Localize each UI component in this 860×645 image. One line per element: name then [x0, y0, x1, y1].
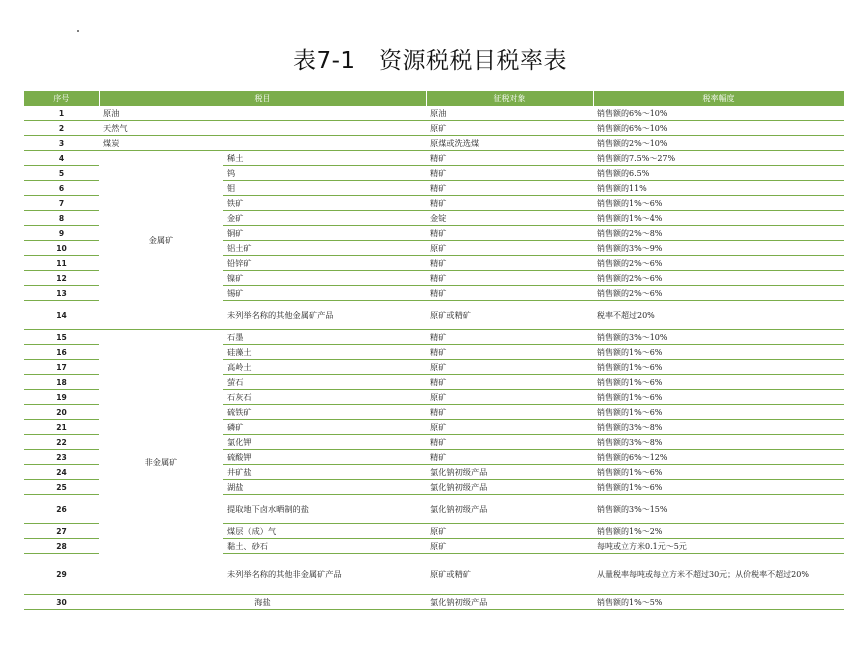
tax-rate: 销售额的1%～6%: [593, 480, 844, 495]
header-no: 序号: [24, 91, 99, 106]
tax-object: 原煤或洗选煤: [426, 136, 593, 151]
row-number: 3: [24, 136, 99, 151]
tax-object: 精矿: [426, 226, 593, 241]
row-number: 23: [24, 450, 99, 465]
table-row: [24, 121, 844, 136]
row-number: 4: [24, 151, 99, 166]
tax-object: 精矿: [426, 450, 593, 465]
tax-item: 海盐: [99, 595, 426, 610]
tax-rate: 销售额的1%～5%: [593, 595, 844, 610]
sub-item: 氯化钾: [223, 435, 426, 450]
tax-object: 原矿: [426, 360, 593, 375]
tax-rate: 销售额的2%～6%: [593, 286, 844, 301]
tax-rate: 销售额的6%～12%: [593, 450, 844, 465]
tax-object: 精矿: [426, 271, 593, 286]
header-object: 征税对象: [426, 91, 593, 106]
sub-item: 未列举名称的其他金属矿产品: [223, 301, 426, 330]
sub-item: 煤层（成）气: [223, 524, 426, 539]
page-title: 表7-1 资源税税目税率表: [292, 48, 568, 74]
table-header-row: [24, 91, 844, 106]
tax-object: 精矿: [426, 181, 593, 196]
table-body: [24, 106, 844, 610]
tax-rate: 销售额的2%～10%: [593, 136, 844, 151]
tax-item: 原油: [99, 106, 426, 121]
group-nonmetal: 非金属矿: [99, 330, 223, 595]
tax-rate: 销售额的1%～6%: [593, 465, 844, 480]
tax-object: 原矿: [426, 539, 593, 554]
sub-item: 铁矿: [223, 196, 426, 211]
table-row: [24, 595, 844, 610]
row-number: 21: [24, 420, 99, 435]
sub-item: 石灰石: [223, 390, 426, 405]
tax-rate: 从量税率每吨或每立方米不超过30元；从价税率不超过20%: [593, 554, 844, 595]
tax-object: 原矿: [426, 390, 593, 405]
sub-item: 钨: [223, 166, 426, 181]
tax-object: 精矿: [426, 256, 593, 271]
sub-item: 锡矿: [223, 286, 426, 301]
sub-item: 提取地下卤水晒制的盐: [223, 495, 426, 524]
row-number: 10: [24, 241, 99, 256]
tax-object: 氯化钠初级产品: [426, 465, 593, 480]
table-row: [24, 151, 844, 166]
header-item: 税目: [99, 91, 426, 106]
tax-object: 氯化钠初级产品: [426, 495, 593, 524]
sub-item: 钼: [223, 181, 426, 196]
row-number: 8: [24, 211, 99, 226]
tax-object: 精矿: [426, 166, 593, 181]
tax-rate: 销售额的3%～15%: [593, 495, 844, 524]
sub-item: 黏土、砂石: [223, 539, 426, 554]
row-number: 12: [24, 271, 99, 286]
row-number: 19: [24, 390, 99, 405]
row-number: 22: [24, 435, 99, 450]
tax-object: 精矿: [426, 196, 593, 211]
tax-rate: 销售额的1%～4%: [593, 211, 844, 226]
tax-rate-table: [24, 91, 845, 610]
sub-item: 硅藻土: [223, 345, 426, 360]
tax-rate: 销售额的2%～8%: [593, 226, 844, 241]
tax-rate: 销售额的1%～6%: [593, 405, 844, 420]
row-number: 28: [24, 539, 99, 554]
row-number: 25: [24, 480, 99, 495]
row-number: 16: [24, 345, 99, 360]
row-number: 7: [24, 196, 99, 211]
tax-object: 原矿或精矿: [426, 301, 593, 330]
table-row: [24, 106, 844, 121]
tax-object: 原矿: [426, 524, 593, 539]
tax-rate: 销售额的1%～6%: [593, 360, 844, 375]
sub-item: 高岭土: [223, 360, 426, 375]
sub-item: 硫铁矿: [223, 405, 426, 420]
row-number: 26: [24, 495, 99, 524]
sub-item: 稀土: [223, 151, 426, 166]
tax-rate: 销售额的2%～6%: [593, 256, 844, 271]
tax-object: 金锭: [426, 211, 593, 226]
row-number: 13: [24, 286, 99, 301]
tax-object: 精矿: [426, 375, 593, 390]
tax-rate: 销售额的1%～6%: [593, 375, 844, 390]
sub-item: 铝土矿: [223, 241, 426, 256]
tax-object: 精矿: [426, 405, 593, 420]
header-rate: 税率幅度: [593, 91, 844, 106]
row-number: 24: [24, 465, 99, 480]
tax-object: 精矿: [426, 330, 593, 345]
tax-object: 原矿或精矿: [426, 554, 593, 595]
tax-object: 氯化钠初级产品: [426, 595, 593, 610]
sub-item: 石墨: [223, 330, 426, 345]
tax-object: 精矿: [426, 435, 593, 450]
row-number: 30: [24, 595, 99, 610]
tax-item: 天然气: [99, 121, 426, 136]
table-row: [24, 330, 844, 345]
sub-item: 铜矿: [223, 226, 426, 241]
row-number: 1: [24, 106, 99, 121]
tax-rate: 税率不超过20%: [593, 301, 844, 330]
sub-item: 未列举名称的其他非金属矿产品: [223, 554, 426, 595]
tax-object: 精矿: [426, 286, 593, 301]
row-number: 17: [24, 360, 99, 375]
tax-object: 精矿: [426, 345, 593, 360]
sub-item: 萤石: [223, 375, 426, 390]
tax-rate: 销售额的1%～2%: [593, 524, 844, 539]
tax-rate: 销售额的2%～6%: [593, 271, 844, 286]
tax-object: 原矿: [426, 241, 593, 256]
stray-dot: [77, 30, 79, 32]
tax-object: 原矿: [426, 420, 593, 435]
tax-object: 氯化钠初级产品: [426, 480, 593, 495]
tax-rate: 销售额的1%～6%: [593, 196, 844, 211]
sub-item: 硫酸钾: [223, 450, 426, 465]
tax-rate: 每吨或立方米0.1元～5元: [593, 539, 844, 554]
sub-item: 镍矿: [223, 271, 426, 286]
row-number: 9: [24, 226, 99, 241]
tax-rate: 销售额的3%～9%: [593, 241, 844, 256]
sub-item: 湖盐: [223, 480, 426, 495]
row-number: 20: [24, 405, 99, 420]
sub-item: 磷矿: [223, 420, 426, 435]
tax-object: 原油: [426, 106, 593, 121]
tax-rate: 销售额的11%: [593, 181, 844, 196]
row-number: 14: [24, 301, 99, 330]
tax-rate: 销售额的1%～6%: [593, 390, 844, 405]
sub-item: 金矿: [223, 211, 426, 226]
row-number: 2: [24, 121, 99, 136]
tax-rate: 销售额的7.5%～27%: [593, 151, 844, 166]
row-number: 15: [24, 330, 99, 345]
row-number: 27: [24, 524, 99, 539]
tax-item: 煤炭: [99, 136, 426, 151]
tax-rate: 销售额的1%～6%: [593, 345, 844, 360]
row-number: 6: [24, 181, 99, 196]
sub-item: 铅锌矿: [223, 256, 426, 271]
tax-rate: 销售额的3%～10%: [593, 330, 844, 345]
tax-rate: 销售额的6%～10%: [593, 106, 844, 121]
tax-rate: 销售额的3%～8%: [593, 435, 844, 450]
tax-rate: 销售额的6.5%: [593, 166, 844, 181]
row-number: 5: [24, 166, 99, 181]
tax-object: 原矿: [426, 121, 593, 136]
row-number: 29: [24, 554, 99, 595]
tax-rate: 销售额的3%～8%: [593, 420, 844, 435]
sub-item: 井矿盐: [223, 465, 426, 480]
tax-rate: 销售额的6%～10%: [593, 121, 844, 136]
row-number: 11: [24, 256, 99, 271]
group-metal: 金属矿: [99, 151, 223, 330]
table-row: [24, 136, 844, 151]
row-number: 18: [24, 375, 99, 390]
tax-object: 精矿: [426, 151, 593, 166]
